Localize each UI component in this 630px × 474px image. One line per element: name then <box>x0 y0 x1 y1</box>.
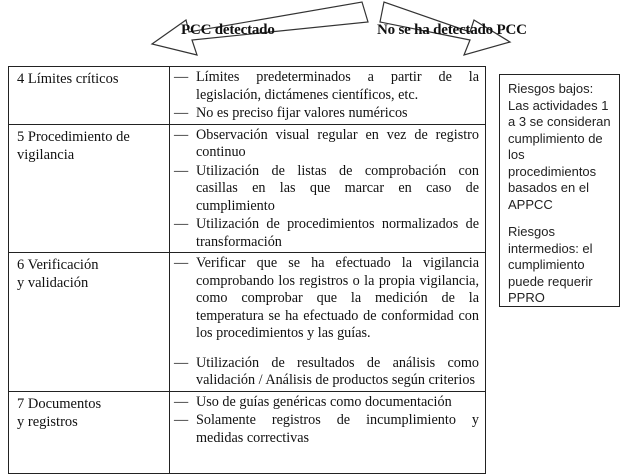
dash-bullet: — <box>174 393 189 410</box>
row-label-verification <box>9 253 170 392</box>
list-item <box>174 355 479 390</box>
list-item <box>174 255 479 343</box>
list-item <box>174 216 479 251</box>
item-text: Utilización de procedimientos normalizados de transformación <box>196 216 479 250</box>
row-label-line: 7 Documentos <box>17 395 102 412</box>
row-label-line: 4 Límites críticos <box>17 71 119 87</box>
dash-bullet: — <box>174 126 189 143</box>
item-text: No es preciso fijar valores numéricos <box>196 105 408 121</box>
dash-bullet: — <box>174 255 189 271</box>
row-label-line: y validación <box>17 275 89 291</box>
pcc-detected-label: PCC detectado <box>181 22 275 38</box>
row-content-documents <box>170 391 486 473</box>
dash-bullet: — <box>174 105 189 121</box>
pcc-not-detected-label: No se ha detectado PCC <box>377 22 527 38</box>
intermediate-risk-note: Riesgos intermedios: el cumplimiento puede requerir PPRO <box>508 224 593 305</box>
item-text: Verificar que se ha efectuado la vigilancia comprobando los registros o la propia vigilancia, como comprobar que la medición de la temperatura se ha efectuado de conformidad con los procedimientos y las guías. <box>196 255 479 341</box>
table-row <box>9 67 486 125</box>
list-item <box>174 105 479 123</box>
item-text: Observación visual regular en vez de registro continuo <box>196 126 479 160</box>
row-label-documents <box>9 391 170 473</box>
row-content-critical-limits <box>170 67 486 125</box>
risk-note-box <box>499 74 620 307</box>
item-text: Solamente registros de incumplimiento y medidas correctivas <box>196 412 479 446</box>
row-label-line: y registros <box>17 413 78 430</box>
row-label-critical-limits <box>9 67 170 125</box>
item-text: Uso de guías genéricas como documentación <box>196 393 452 410</box>
table-row <box>9 391 486 473</box>
table-row <box>9 124 486 253</box>
row-content-monitoring <box>170 124 486 253</box>
low-risk-note: Riesgos bajos: Las actividades 1 a 3 se consideran cumplimiento de los procedimientos basados en el APPCC <box>508 81 611 212</box>
dash-bullet: — <box>174 69 189 85</box>
item-text: Utilización de listas de comprobación con casillas en las que marcar en caso de cumplimiento <box>196 162 479 214</box>
list-item <box>174 394 479 412</box>
dash-bullet: — <box>174 412 189 428</box>
row-content-verification <box>170 253 486 392</box>
table-row <box>9 253 486 392</box>
list-item <box>174 412 479 447</box>
item-text: Utilización de resultados de análisis como validación / Análisis de productos según criterios <box>196 354 479 388</box>
arrows-graphic <box>0 0 630 70</box>
criteria-table <box>8 66 486 474</box>
row-label-line: vigilancia <box>17 146 75 163</box>
dash-bullet: — <box>174 216 189 232</box>
row-label-line: 6 Verificación <box>17 257 99 273</box>
dash-bullet: — <box>174 354 189 371</box>
dash-bullet: — <box>174 162 189 179</box>
row-label-line: 5 Procedimiento de <box>17 128 130 145</box>
list-item <box>174 69 479 104</box>
row-label-monitoring <box>9 124 170 253</box>
list-item <box>174 127 479 162</box>
list-item <box>174 163 479 216</box>
item-text: Límites predeterminados a partir de la legislación, dictámenes científicos, etc. <box>196 69 479 103</box>
